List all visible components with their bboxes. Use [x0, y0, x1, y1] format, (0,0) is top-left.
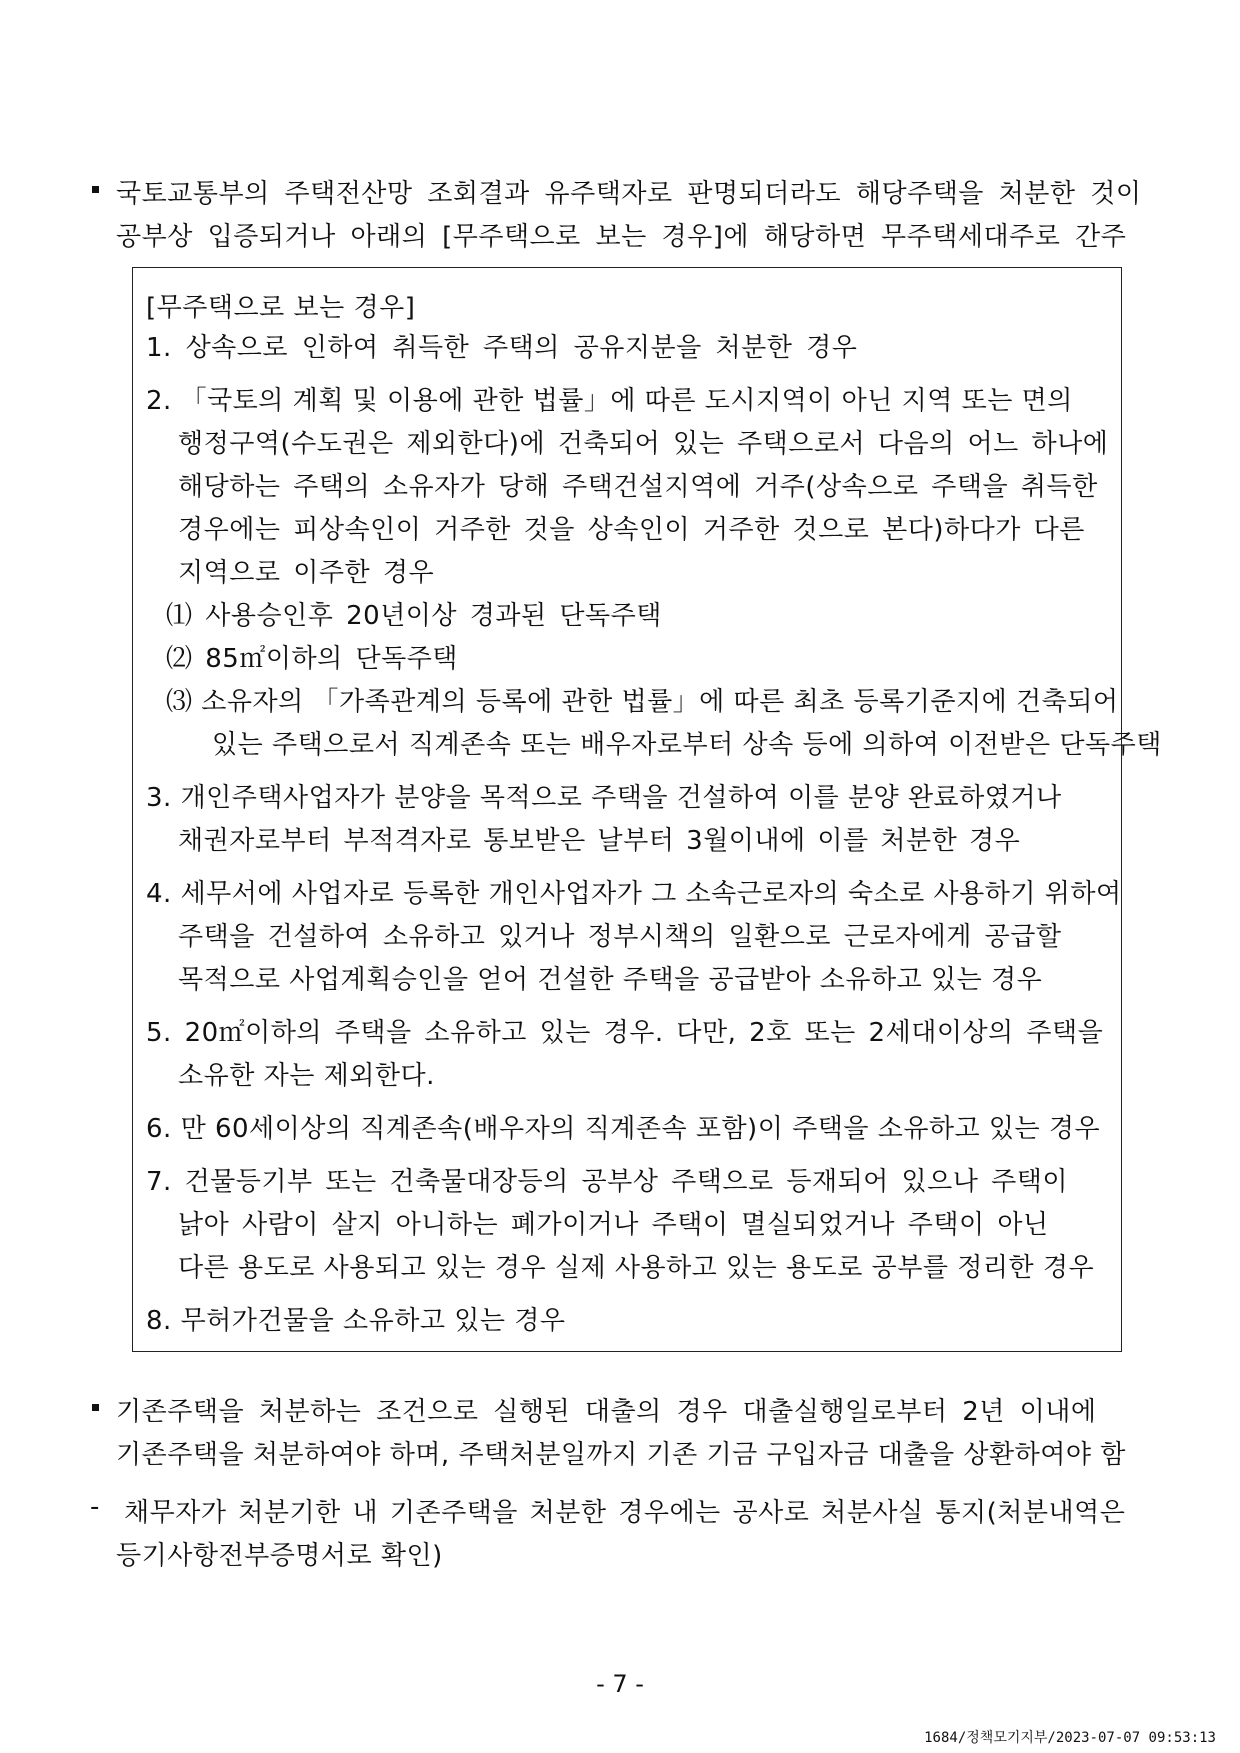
case-item-7-line1: 7. 건물등기부 또는 건축물대장등의 공부상 주택으로 등재되어 있으나 주택이	[146, 1167, 1069, 1197]
bullet2-line2: 기존주택을 처분하여야 하며, 주택처분일까지 기존 기금 구입자금 대출을 상환하여야 함	[116, 1440, 1126, 1470]
bullet1-line1: 국토교통부의 주택전산망 조회결과 유주택자로 판명되더라도 해당주택을 처분한 것이	[116, 179, 1142, 209]
case-item-2-line3: 해당하는 주택의 소유자가 당해 주택건설지역에 거주(상속으로 주택을 취득한	[178, 472, 1098, 502]
box-title: [무주택으로 보는 경우]	[146, 293, 416, 323]
case-item-7-line3: 다른 용도로 사용되고 있는 경우 실제 사용하고 있는 용도로 공부를 정리한 경우	[178, 1253, 1095, 1283]
bullet2-line1: 기존주택을 처분하는 조건으로 실행된 대출의 경우 대출실행일로부터 2년 이내에	[116, 1397, 1097, 1427]
case-subitem-2: ⑵ 85㎡이하의 단독주택	[166, 644, 458, 674]
bullet1-line2: 공부상 입증되거나 아래의 [무주택으로 보는 경우]에 해당하면 무주택세대주로 간주	[116, 222, 1127, 252]
case-subitem-3-line2: 있는 주택으로서 직계존속 또는 배우자로부터 상속 등에 의하여 이전받은 단독주택	[212, 730, 1162, 760]
case-item-4-line1: 4. 세무서에 사업자로 등록한 개인사업자가 그 소속근로자의 숙소로 사용하기 위하여	[146, 879, 1122, 909]
case-item-3-line2: 채권자로부터 부적격자로 통보받은 날부터 3월이내에 이를 처분한 경우	[178, 826, 1021, 856]
dash1-line1: 채무자가 처분기한 내 기존주택을 처분한 경우에는 공사로 처분사실 통지(처분내역은	[124, 1498, 1126, 1528]
case-subitem-1: ⑴ 사용승인후 20년이상 경과된 단독주택	[166, 601, 662, 631]
case-item-6: 6. 만 60세이상의 직계존속(배우자의 직계존속 포함)이 주택을 소유하고 있는 경우	[146, 1114, 1101, 1144]
case-item-5-line1: 5. 20㎡이하의 주택을 소유하고 있는 경우. 다만, 2호 또는 2세대이상의 주택을	[146, 1018, 1104, 1048]
case-item-5-line2: 소유한 자는 제외한다.	[178, 1061, 435, 1091]
case-item-2-line5: 지역으로 이주한 경우	[178, 558, 435, 588]
case-item-2-line1: 2. 「국토의 계획 및 이용에 관한 법률」에 따른 도시지역이 아닌 지역 또는 면의	[146, 386, 1073, 416]
case-item-4-line3: 목적으로 사업계획승인을 얻어 건설한 주택을 공급받아 소유하고 있는 경우	[178, 965, 1043, 995]
dash1-line2: 등기사항전부증명서로 확인)	[116, 1541, 443, 1571]
case-item-2-line2: 행정구역(수도권은 제외한다)에 건축되어 있는 주택으로서 다음의 어느 하나에	[178, 429, 1109, 459]
bullet-marker	[92, 1404, 99, 1411]
case-item-4-line2: 주택을 건설하여 소유하고 있거나 정부시책의 일환으로 근로자에게 공급할	[178, 922, 1062, 952]
case-item-2-line4: 경우에는 피상속인이 거주한 것을 상속인이 거주한 것으로 본다)하다가 다른	[178, 515, 1085, 545]
case-item-1: 1. 상속으로 인하여 취득한 주택의 공유지분을 처분한 경우	[146, 333, 858, 363]
bullet-marker	[92, 186, 99, 193]
case-subitem-3-line1: ⑶ 소유자의 「가족관계의 등록에 관한 법률」에 따른 최초 등록기준지에 건축되어	[166, 687, 1119, 717]
print-stamp: 1684/정책모기지부/2023-07-07 09:53:13	[924, 1730, 1216, 1746]
case-item-3-line1: 3. 개인주택사업자가 분양을 목적으로 주택을 건설하여 이를 분양 완료하였거나	[146, 783, 1062, 813]
case-item-8: 8. 무허가건물을 소유하고 있는 경우	[146, 1306, 566, 1336]
dash-marker: -	[90, 1492, 100, 1522]
page-number: - 7 -	[596, 1670, 644, 1698]
case-item-7-line2: 낡아 사람이 살지 아니하는 폐가이거나 주택이 멸실되었거나 주택이 아닌	[178, 1210, 1049, 1240]
